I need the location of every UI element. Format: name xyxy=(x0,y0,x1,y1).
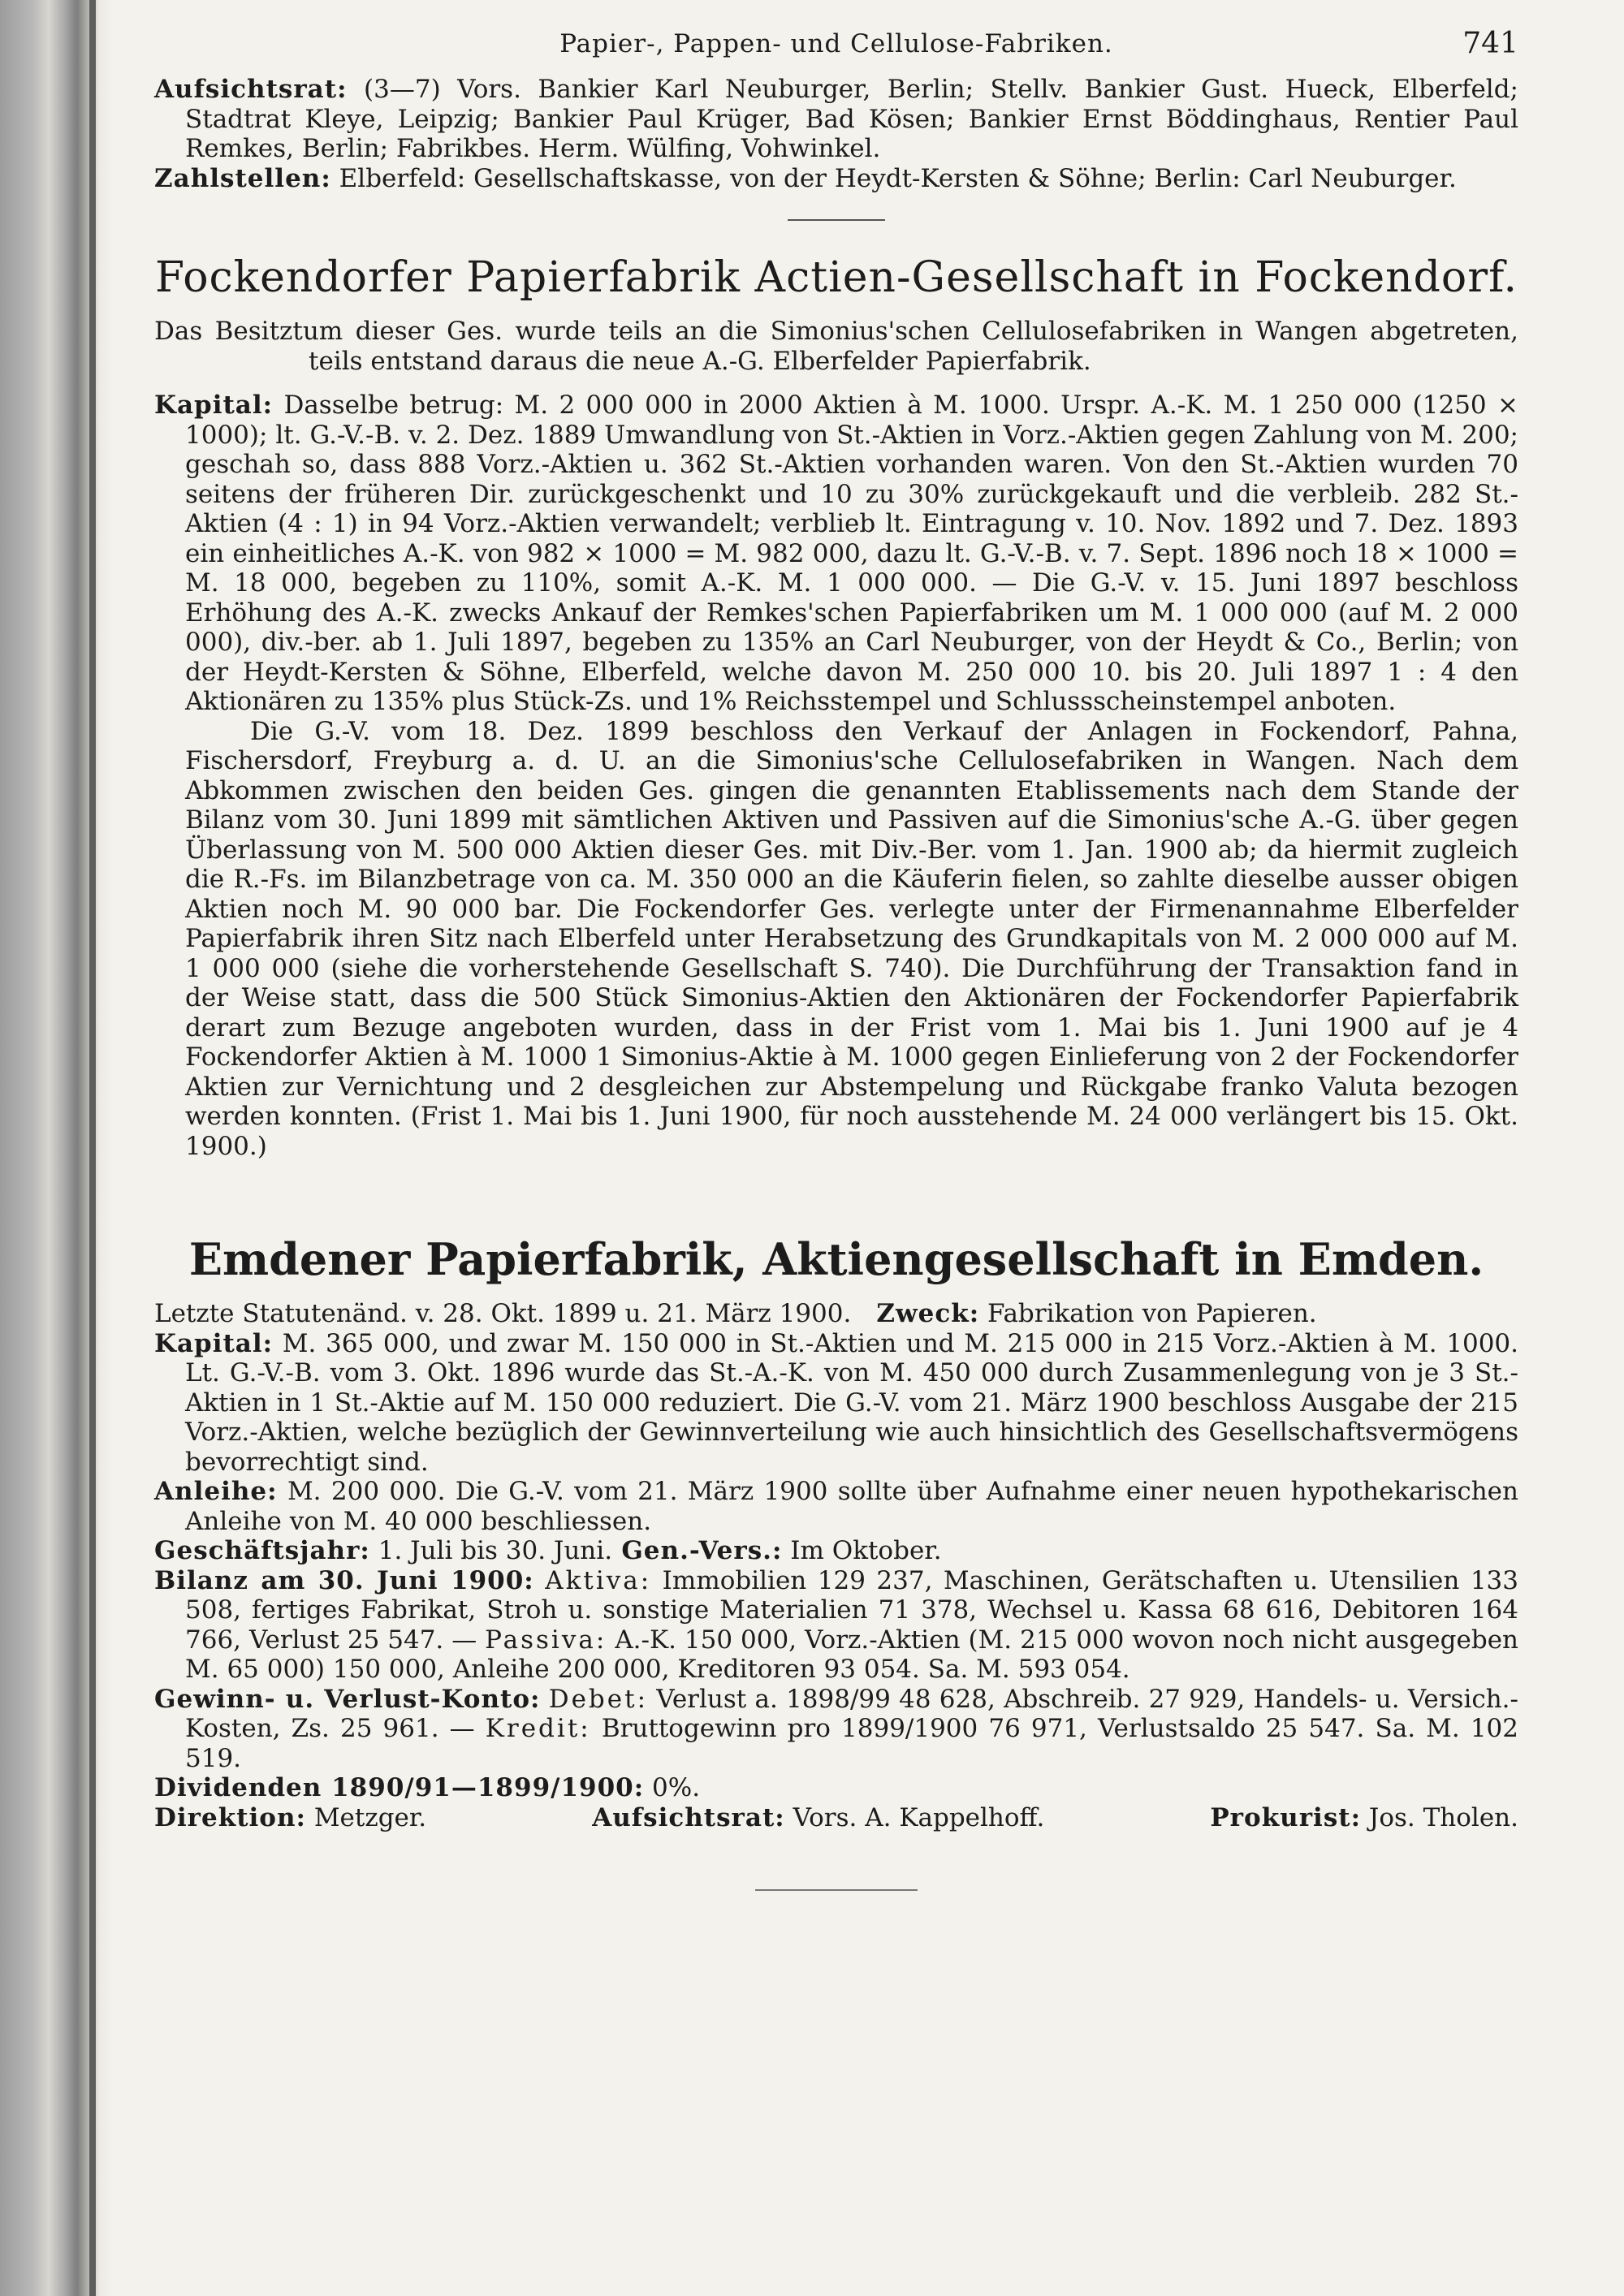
emden-div-text: 0%. xyxy=(652,1773,701,1802)
fockendorf-second-para xyxy=(154,717,1518,1162)
emden-kredit-text: Bruttogewinn pro 1899/1900 76 971, Verlustsaldo 25 547. Sa. M. 102 519. xyxy=(185,1714,1518,1773)
emden-ar-text: Vors. A. Kappelhoff. xyxy=(793,1802,1045,1832)
emden-kapital-label: Kapital: xyxy=(154,1328,274,1358)
emden-aktiva-word: Aktiva: xyxy=(545,1565,652,1595)
emden-geschaeftsjahr xyxy=(154,1536,1518,1566)
emden-kapital xyxy=(154,1329,1518,1478)
emden-debet-text: Verlust a. 1898/99 48 628, Abschreib. 27 929, Handels- u. Versich.-Kosten, Zs. 25 961. — xyxy=(185,1684,1519,1743)
emden-gv-label: Gen.-Vers.: xyxy=(621,1536,783,1565)
fockendorf-kapital xyxy=(154,391,1518,717)
emden-aufsichtsrat xyxy=(592,1803,1044,1833)
emden-aktiva-text: Immobilien 129 237, Maschinen, Gerätschaften u. Utensilien 133 508, fertiges Fabrikat, Stroh u. sonstige Materialien 71 378, Wechsel u. Kassa 68 616, Debitoren 164 766, Verlust 25 547. — xyxy=(185,1565,1518,1655)
emden-guv-label: Gewinn- u. Verlust-Konto: xyxy=(154,1684,541,1714)
emden-kapital-text: M. 365 000, und zwar M. 150 000 in St.-Aktien und M. 215 000 in 215 Vorz.-Aktien à M. 1000. Lt. G.-V.-B. vom 3. Okt. 1896 wurde das St.-A.-K. von M. 450 000 durch Zusammenlegung von je 3 St.-Aktien in 1 St.-Aktie auf M. 150 000 reduziert. Die G.-V. vom 21. März 1900 beschloss Ausgabe der 215 Vorz.-Aktien, welche bezüglich der Gewinnverteilung wie auch hinsichtlich des Gesellschaftsvermögens bevorrechtigt sind. xyxy=(185,1328,1518,1477)
spine-edge-line xyxy=(89,0,96,2296)
page-content xyxy=(154,24,1518,1891)
emden-dir-text: Metzger. xyxy=(313,1802,427,1832)
emden-guv xyxy=(154,1685,1518,1774)
fockendorf-heading: Fockendorfer Papierfabrik Actien-Gesellschaft in Fockendorf. xyxy=(154,253,1518,302)
fockendorf-kapital-label: Kapital: xyxy=(154,391,274,420)
separator-rule xyxy=(788,219,885,221)
emden-div-label: Dividenden 1890/91—1899/1900: xyxy=(154,1773,645,1802)
emden-prokurist xyxy=(1210,1803,1518,1833)
emden-passiva-word: Passiva: xyxy=(485,1625,607,1655)
emden-statut-zweck xyxy=(154,1299,1518,1329)
emden-ar-label: Aufsichtsrat: xyxy=(592,1802,785,1832)
emden-heading: Emdener Papierfabrik, Aktiengesellschaft in Emden. xyxy=(188,1233,1484,1285)
emden-direktion xyxy=(154,1803,426,1833)
emden-dir-label: Direktion: xyxy=(154,1802,306,1832)
prev-zahlstellen-text: Elberfeld: Gesellschaftskasse, von der Heydt-Kersten & Söhne; Berlin: Carl Neuburger. xyxy=(339,163,1457,193)
emden-anleihe xyxy=(154,1477,1518,1536)
emden-prok-text: Jos. Tholen. xyxy=(1368,1802,1518,1832)
running-header xyxy=(154,24,1518,75)
prev-zahlstellen-label: Zahlstellen: xyxy=(154,163,331,193)
fockendorf-kapital-text: Dasselbe betrug: M. 2 000 000 in 2000 Aktien à M. 1000. Urspr. A.-K. M. 1 250 000 (1250 × 1000); lt. G.-V.-B. v. 2. Dez. 1889 Umwandlung von St.-Aktien in Vorz.-Aktien gegen Zahlung von M. 200; geschah so, dass 888 Vorz.-Aktien u. 362 St.-Aktien vorhanden waren. Von den St.-Aktien wurden 70 seitens der früheren Dir. zurückgeschenkt und 10 zu 30% zurückgekauft und die verbleib. 282 St.-Aktien (4 : 1) in 94 Vorz.-Aktien verwandelt; verblieb lt. Eintragung v. 10. Nov. 1892 und 7. Dez. 1893 ein einheitliches A.-K. von 982 × 1000 = M. 982 000, dazu lt. G.-V.-B. v. 7. Sept. 1896 noch 18 × 1000 = M. 18 000, begeben zu 110%, somit A.-K. M. 1 000 000. — Die G.-V. v. 15. Juni 1897 beschloss Erhöhung des A.-K. zwecks Ankauf der Remkes'schen Papierfabriken um M. 1 000 000 (auf M. 2 000 000), div.-ber. ab 1. Juli 1897, begeben zu 135% an Carl Neuburger, von der Heydt & Co., Berlin; von der Heydt-Kersten & Söhne, Elberfeld, welche davon M. 250 000 10. bis 20. Juli 1897 1 : 4 den Aktionären zu 135% plus Stück-Zs. und 1% Reichsstempel und Schlussscheinstempel anboten. xyxy=(185,391,1518,716)
emden-statut-text: Letzte Statutenänd. v. 28. Okt. 1899 u. 21. März 1900. xyxy=(154,1299,852,1328)
bottom-rule xyxy=(755,1889,918,1891)
emden-bilanz xyxy=(154,1566,1518,1685)
emden-gj-text: 1. Juli bis 30. Juni. xyxy=(378,1536,613,1565)
fockendorf-intro-text: Das Besitztum dieser Ges. wurde teils an die Simonius'schen Cellulosefabriken in Wangen abgetreten, teils entstand daraus die neue A.-G. Elberfelder Papierfabrik. xyxy=(154,317,1518,376)
emden-debet-word: Debet: xyxy=(548,1684,649,1714)
emden-bilanz-label: Bilanz am 30. Juni 1900: xyxy=(154,1565,534,1595)
emden-prok-label: Prokurist: xyxy=(1210,1802,1362,1832)
emden-zweck-label: Zweck: xyxy=(876,1299,980,1328)
emden-kredit-word: Kredit: xyxy=(485,1714,591,1743)
emden-dividenden xyxy=(154,1773,1518,1803)
prev-aufsichtsrat xyxy=(154,75,1518,164)
page-number: 741 xyxy=(1462,27,1518,60)
emden-passiva-text: A.-K. 150 000, Vorz.-Aktien (M. 215 000 wovon noch nicht ausgegeben M. 65 000) 150 000, Anleihe 200 000, Kreditoren 93 054. Sa. M. 593 054. xyxy=(185,1625,1519,1684)
emden-personnel-row xyxy=(154,1803,1518,1833)
emden-anleihe-text: M. 200 000. Die G.-V. vom 21. März 1900 sollte über Aufnahme einer neuen hypothekarischen Anleihe von M. 40 000 beschliessen. xyxy=(185,1477,1518,1536)
prev-aufsichtsrat-text: (3—7) Vors. Bankier Karl Neuburger, Berlin; Stellv. Bankier Gust. Hueck, Elberfeld; Stadtrat Kleye, Leipzig; Bankier Paul Krüger, Bad Kösen; Bankier Ernst Böddinghaus, Rentier Paul Remkes, Berlin; Fabrikbes. Herm. Wülfing, Vohwinkel. xyxy=(185,75,1519,163)
emden-zweck-text: Fabrikation von Papieren. xyxy=(987,1299,1317,1328)
prev-zahlstellen xyxy=(154,164,1518,194)
running-title: Papier-, Pappen- und Cellulose-Fabriken. xyxy=(559,29,1113,58)
prev-aufsichtsrat-label: Aufsichtsrat: xyxy=(154,75,348,104)
fockendorf-intro xyxy=(154,317,1518,376)
emden-gj-label: Geschäftsjahr: xyxy=(154,1536,370,1565)
emden-gv-text: Im Oktober. xyxy=(790,1536,942,1565)
emden-anleihe-label: Anleihe: xyxy=(154,1477,278,1506)
fockendorf-second-text: Die G.-V. vom 18. Dez. 1899 beschloss den Verkauf der Anlagen in Fockendorf, Pahna, Fischersdorf, Freyburg a. d. U. an die Simonius'sche Cellulosefabriken in Wangen. Nach dem Abkommen zwischen den beiden Ges. gingen die genannten Etablissements nach dem Stande der Bilanz vom 30. Juni 1899 mit sämtlichen Aktiven und Passiven auf die Simonius'sche A.-G. über gegen Überlassung von M. 500 000 Aktien dieser Ges. mit Div.-Ber. vom 1. Jan. 1900 ab; da hiermit zugleich die R.-Fs. im Bilanzbetrage von ca. M. 350 000 an die Käuferin fielen, so zahlte dieselbe ausser obigen Aktien noch M. 90 000 bar. Die Fockendorfer Ges. verlegte unter der Firmenannahme Elberfelder Papierfabrik ihren Sitz nach Elberfeld unter Herabsetzung des Grundkapitals von M. 2 000 000 auf M. 1 000 000 (siehe die vorherstehende Gesellschaft S. 740). Die Durchführung der Transaktion fand in der Weise statt, dass die 500 Stück Simonius-Aktien den Aktionären der Fockendorfer Papierfabrik derart zum Bezuge angeboten wurden, dass in der Frist vom 1. Mai bis 1. Juni 1900 auf je 4 Fockendorfer Aktien à M. 1000 1 Simonius-Aktie à M. 1000 gegen Einlieferung von 2 der Fockendorfer Aktien zur Vernichtung und 2 desgleichen zur Abstempelung und Rückgabe franko Valuta bezogen werden konnten. (Frist 1. Mai bis 1. Juni 1900, für noch ausstehende M. 24 000 verlängert bis 15. Okt. 1900.) xyxy=(185,716,1518,1161)
